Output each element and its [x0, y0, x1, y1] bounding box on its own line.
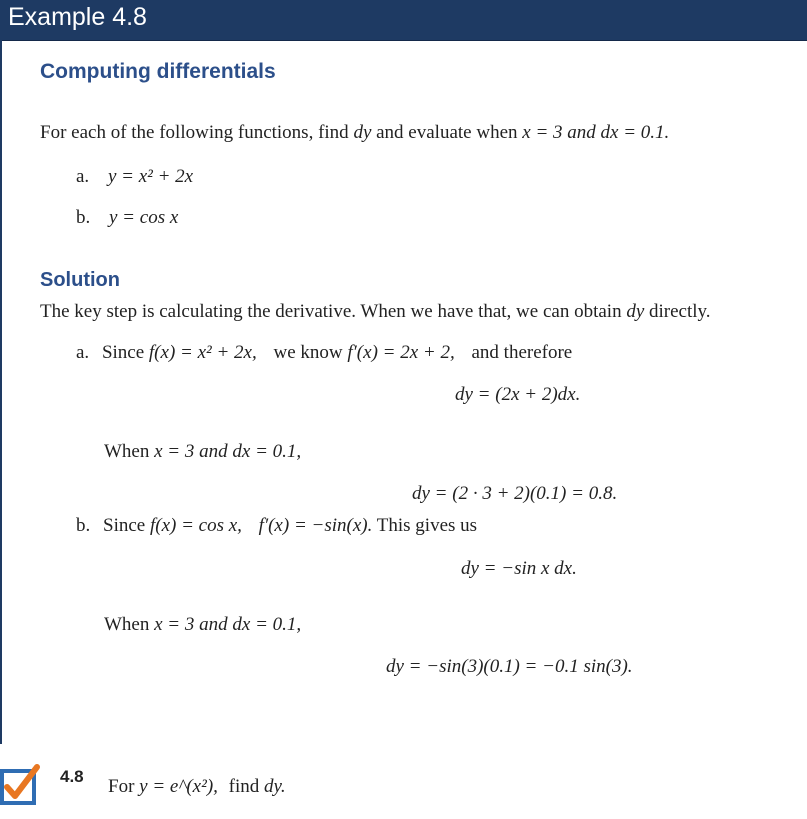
part-b-when: [104, 614, 301, 636]
checkpoint-find: find: [228, 776, 265, 797]
list-item: [76, 207, 178, 229]
part-b-when-label: When: [104, 614, 155, 635]
example-title: Example 4.8: [8, 3, 147, 31]
part-a-label: a.: [76, 342, 90, 363]
part-b-when-cond: x = 3 and dx = 0.1,: [154, 614, 302, 635]
prompt-text: For each of the following functions, find: [40, 122, 354, 143]
part-b-fpx: f′(x) = −sin(x).: [258, 515, 373, 536]
prompt-text2: and evaluate when: [371, 122, 523, 143]
part-b-gives: This gives us: [376, 515, 478, 536]
part-b-since: Since: [103, 515, 150, 536]
intro-text: The key step is calculating the derivative. When we have that, we can obtain: [40, 301, 627, 322]
solution-heading: Solution: [40, 269, 120, 291]
part-a-when-cond: x = 3 and dx = 0.1,: [154, 441, 302, 462]
part-a-fx: f(x) = x² + 2x,: [148, 342, 257, 363]
part-a-dy-equation: dy = (2x + 2)dx.: [455, 384, 581, 405]
part-a-know: we know: [273, 342, 348, 363]
part-b-fx: f(x) = cos x,: [149, 515, 242, 536]
prompt-condition: x = 3 and dx = 0.1.: [522, 122, 670, 143]
item-expression: y = cos x: [109, 207, 179, 228]
part-a-result: dy = (2 · 3 + 2)(0.1) = 0.8.: [412, 483, 618, 504]
example-header: [0, 0, 807, 41]
part-a-since: Since: [101, 342, 149, 363]
solution-intro: [40, 301, 711, 323]
item-label: a.: [76, 166, 90, 187]
prompt-dy: dy: [353, 122, 372, 143]
checkpoint-prompt: [108, 776, 286, 798]
solution-part-a: [76, 342, 572, 364]
checkpoint-number: 4.8: [60, 767, 84, 786]
item-expression: y = x² + 2x: [107, 166, 194, 187]
example-prompt: [40, 122, 669, 144]
checkpoint-for: For: [108, 776, 140, 797]
example-left-border: [0, 40, 2, 744]
item-label: b.: [76, 207, 91, 228]
example-heading: Computing differentials: [40, 60, 276, 83]
intro-dy: dy: [626, 301, 645, 322]
intro-end: directly.: [644, 301, 711, 322]
part-b-label: b.: [76, 515, 91, 536]
part-a-fpx: f′(x) = 2x + 2,: [347, 342, 455, 363]
part-b-dy-equation: dy = −sin x dx.: [461, 558, 577, 579]
part-a-when-label: When: [104, 441, 155, 462]
checkpoint-checkbox-icon: [0, 763, 40, 805]
list-item: [76, 166, 193, 188]
part-a-therefore: and therefore: [471, 342, 573, 363]
part-a-when: [104, 441, 301, 463]
checkpoint-dy: dy.: [264, 776, 286, 797]
part-b-result: dy = −sin(3)(0.1) = −0.1 sin(3).: [386, 656, 633, 677]
solution-part-b: [76, 515, 477, 537]
checkpoint-expression: y = e^(x²),: [139, 776, 218, 797]
